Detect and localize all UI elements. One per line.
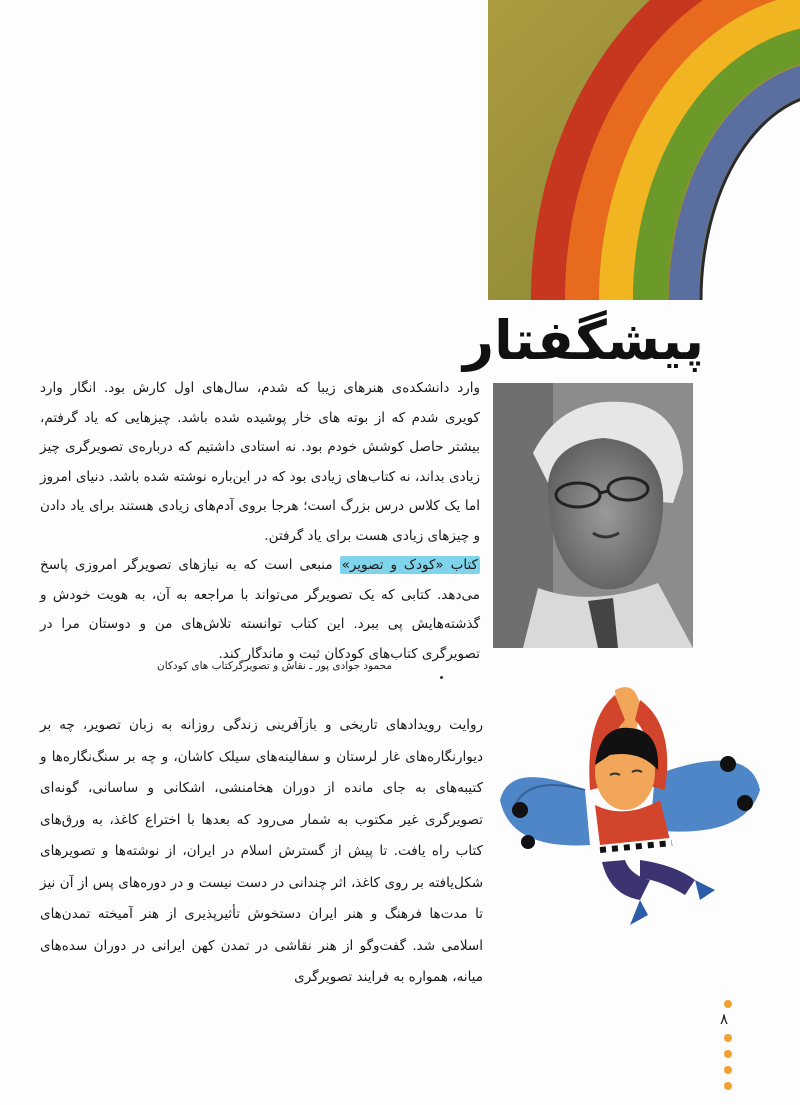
rainbow-illustration	[488, 0, 800, 300]
dot-mark	[440, 676, 443, 679]
child-fairy-illustration	[490, 680, 770, 930]
intro-text-a: وارد دانشکده‌ی هنرهای زیبا که شدم، سال‌های اول کارش بود. انگار وارد کویری شدم که از بوته های خار پوشیده شده باشد. چیزهایی که یاد گرفتم، بیشتر حاصل کوشش خودم بود. نه استادی داشتیم که درباره‌ی تصویرگری چیز زیادی بداند، نه کتاب‌های زیادی بود که در این‌باره نوشته شده باشد. دنیای امروز اما یک کلاس درس بزرگ است؛ هرجا بروی آدم‌های زیادی هستند برای یاد دادن و چیزهای زیادی هست برای یاد گرفتن.	[40, 380, 480, 544]
intro-text-b: منبعی است که به نیازهای تصویرگر امروزی پاسخ می‌دهد. کتابی که یک تصویرگر می‌تواند با مراجعه به آن، به هویت خودش و گذشته‌هایش پی ببرد. این کتاب توانسته تلاش‌های من و دوستان مرا در تصویرگری کتاب‌های کودکان ثبت و ماندگار کند.	[40, 557, 480, 662]
page-number: ۸	[720, 1010, 729, 1028]
portrait-photo	[493, 383, 693, 648]
author-signature: محمود جوادی پور ـ نقاش و تصویرگرکتاب های کودکان	[157, 660, 392, 672]
body-paragraph: روایت رویدادهای تاریخی و بازآفرینی زندگی روزانه به زبان تصویر، چه بر دیوارنگاره‌های غار لرستان و سفالینه‌های سیلک کاشان، و چه بر سنگ‌نگاره‌ها و کتیبه‌های به جای مانده از دوران هخامنشی، اشکانی و ساسانی، گونه‌ای تصویرگری غیر مکتوب به شمار می‌رود که بعدها با اختراع کاغذ، به ورق‌های کتاب راه یافت. تا پیش از گسترش اسلام در ایران، از نوشته‌ها و تصویرهای شکل‌یافته بر روی کاغذ، اثر چندانی در دست نیست و در دوره‌های پس از آن نیز تا مدت‌ها فرهنگ و هنر ایران دستخوش تأثیرپذیری از هنر آمیخته تمدن‌های اسلامی شد. گفت‌وگو از هنر نقاشی در تمدن کهن ایرانی در دوران سده‌های میانه، همواره به فرایند تصویرگری	[40, 717, 483, 985]
book-title-highlight: کتاب «کودک و تصویر»	[341, 557, 478, 573]
intro-paragraph	[40, 374, 480, 669]
page-title: پیشگفتار	[463, 309, 704, 372]
